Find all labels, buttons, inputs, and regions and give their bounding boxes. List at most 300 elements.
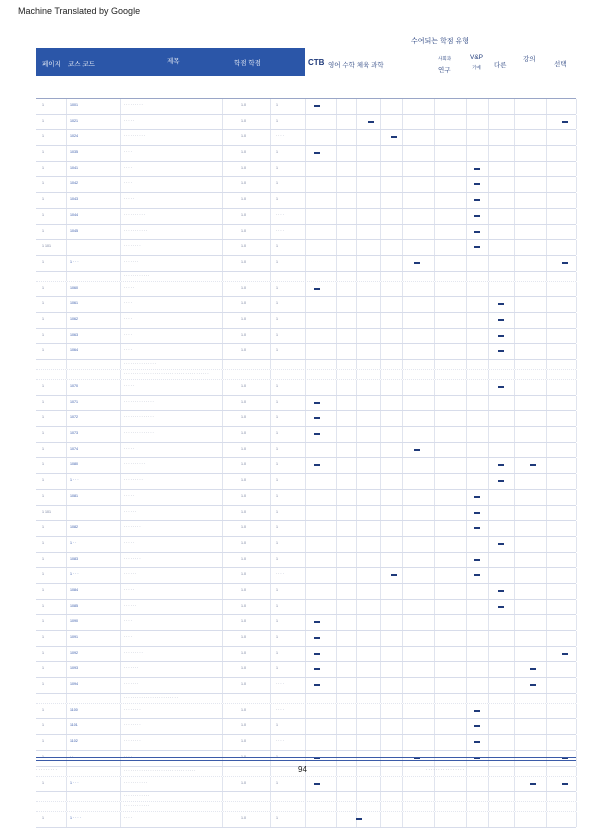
row-credit: 1.0 (241, 780, 246, 785)
column-divider (466, 411, 467, 426)
column-divider (305, 193, 306, 208)
column-divider (466, 193, 467, 208)
column-divider (222, 344, 223, 359)
column-divider (336, 537, 337, 552)
column-divider (120, 282, 121, 297)
column-divider (434, 490, 435, 505)
table-row (36, 678, 576, 694)
table-row (36, 130, 576, 146)
column-divider (466, 146, 467, 161)
column-divider (222, 537, 223, 552)
column-divider (466, 647, 467, 662)
column-divider (66, 297, 67, 312)
column-divider (546, 553, 547, 568)
column-divider (380, 272, 381, 281)
row-credit-count: 1 (276, 332, 278, 337)
column-divider (222, 662, 223, 677)
column-divider (546, 458, 547, 473)
column-divider (270, 812, 271, 827)
column-divider (576, 115, 577, 130)
header-title: 제목 (167, 58, 180, 65)
column-divider (380, 115, 381, 130)
row-credit-count: 1 (276, 723, 278, 728)
table-row (36, 162, 576, 178)
column-divider (222, 370, 223, 379)
column-divider (380, 506, 381, 521)
column-divider (380, 370, 381, 379)
credit-check-mark (314, 417, 320, 419)
column-divider (402, 568, 403, 583)
table-header (36, 48, 576, 99)
column-divider (576, 443, 577, 458)
credit-check-mark (314, 105, 320, 107)
column-divider (336, 458, 337, 473)
column-divider (120, 193, 121, 208)
credit-check-mark (498, 590, 504, 592)
column-divider (546, 678, 547, 693)
row-credit: 1.0 (241, 540, 246, 545)
header-vp-top: V&P (470, 54, 484, 61)
column-divider (546, 297, 547, 312)
column-divider (380, 282, 381, 297)
column-divider (270, 256, 271, 271)
column-divider (466, 704, 467, 719)
column-divider (546, 704, 547, 719)
row-credit: 1.0 (241, 228, 246, 233)
column-divider (305, 282, 306, 297)
column-divider (356, 704, 357, 719)
column-divider (380, 130, 381, 145)
row-title: · · · · · · · · (124, 739, 141, 744)
column-divider (488, 282, 489, 297)
column-divider (380, 490, 381, 505)
column-divider (466, 380, 467, 395)
column-divider (270, 647, 271, 662)
column-divider (66, 313, 67, 328)
row-credit: 1.0 (241, 103, 246, 107)
row-page: 1 101 (42, 509, 51, 514)
column-divider (270, 225, 271, 240)
column-divider (66, 380, 67, 395)
column-divider (466, 396, 467, 411)
column-divider (434, 537, 435, 552)
column-divider (380, 719, 381, 734)
column-divider (222, 568, 223, 583)
column-divider (380, 615, 381, 630)
column-divider (546, 193, 547, 208)
row-credit-count: 1 (276, 816, 278, 821)
column-divider (120, 115, 121, 130)
column-divider (305, 162, 306, 177)
table-row (36, 704, 576, 720)
column-divider (356, 209, 357, 224)
column-divider (514, 115, 515, 130)
column-divider (356, 256, 357, 271)
column-divider (576, 370, 577, 379)
column-divider (514, 506, 515, 521)
column-divider (434, 297, 435, 312)
column-divider (576, 458, 577, 473)
row-page: 1 (42, 415, 44, 420)
column-divider (336, 360, 337, 369)
row-title: · · · · (124, 316, 132, 321)
column-divider (66, 802, 67, 811)
column-divider (305, 427, 306, 442)
column-divider (270, 329, 271, 344)
column-divider (356, 240, 357, 255)
row-course-code: 1 · · · (70, 572, 79, 577)
row-course-code: 1085 (70, 603, 78, 608)
column-divider (120, 272, 121, 281)
column-divider (270, 521, 271, 536)
column-divider (466, 313, 467, 328)
column-divider (380, 313, 381, 328)
row-course-code: 1100 (70, 707, 78, 712)
row-title: · · · · · · (124, 572, 137, 577)
credit-check-mark (391, 574, 397, 576)
column-divider (336, 443, 337, 458)
column-divider (514, 647, 515, 662)
column-divider (434, 584, 435, 599)
table-row (36, 631, 576, 647)
column-divider (402, 370, 403, 379)
column-divider (514, 704, 515, 719)
column-divider (380, 600, 381, 615)
column-divider (466, 584, 467, 599)
column-divider (356, 225, 357, 240)
table-row (36, 297, 576, 313)
credit-check-mark (474, 559, 480, 561)
row-course-code: 1080 (70, 462, 78, 467)
column-divider (434, 427, 435, 442)
column-divider (336, 568, 337, 583)
row-credit: 1.0 (241, 707, 246, 712)
row-title: · · · · · · · · · (124, 650, 143, 655)
column-divider (402, 631, 403, 646)
column-divider (222, 272, 223, 281)
column-divider (222, 256, 223, 271)
column-divider (270, 130, 271, 145)
header-elective: 선택 (554, 61, 567, 68)
column-divider (356, 600, 357, 615)
column-divider (488, 553, 489, 568)
column-divider (336, 474, 337, 489)
column-divider (336, 553, 337, 568)
column-divider (66, 225, 67, 240)
row-page: 1 (42, 212, 44, 217)
column-divider (222, 360, 223, 369)
column-divider (488, 458, 489, 473)
column-divider (120, 99, 121, 114)
row-credit: 1.0 (241, 723, 246, 728)
column-divider (380, 411, 381, 426)
column-divider (305, 694, 306, 703)
row-credit: 1.0 (241, 525, 246, 530)
column-divider (270, 99, 271, 114)
column-divider (576, 735, 577, 750)
column-divider (434, 313, 435, 328)
column-divider (576, 767, 577, 776)
row-credit-count: 1 (276, 181, 278, 186)
column-divider (66, 474, 67, 489)
table-body (36, 99, 576, 828)
row-page: 1 (42, 384, 44, 388)
row-credit: 1.0 (241, 259, 246, 264)
credit-check-mark (474, 246, 480, 248)
column-divider (222, 584, 223, 599)
column-divider (380, 360, 381, 369)
column-divider (356, 506, 357, 521)
row-course-code: 1043 (70, 197, 78, 202)
column-divider (120, 615, 121, 630)
row-credit: 1.0 (241, 446, 246, 451)
column-divider (488, 694, 489, 703)
column-divider (488, 411, 489, 426)
row-credit: 1.0 (241, 816, 246, 821)
row-page: 1 (42, 197, 44, 202)
row-course-code: 1035 (70, 150, 78, 155)
row-credit: 1.0 (241, 165, 246, 170)
credit-check-mark (562, 121, 568, 123)
row-course-code: 1101 (70, 723, 78, 728)
column-divider (488, 146, 489, 161)
row-title: · · · · · · · · (124, 244, 141, 249)
column-divider (488, 313, 489, 328)
row-course-code: 1 · · · (70, 780, 79, 785)
column-divider (356, 568, 357, 583)
column-divider (270, 146, 271, 161)
column-divider (120, 647, 121, 662)
column-divider (466, 678, 467, 693)
column-divider (380, 537, 381, 552)
column-divider (305, 411, 306, 426)
row-title: · · · · · · · · · · · · (124, 804, 150, 809)
column-divider (576, 751, 577, 766)
column-divider (270, 568, 271, 583)
row-page: 1 (42, 301, 44, 306)
column-divider (402, 678, 403, 693)
column-divider (356, 678, 357, 693)
column-divider (434, 735, 435, 750)
row-credit: 1.0 (241, 399, 246, 404)
column-divider (402, 130, 403, 145)
column-divider (380, 678, 381, 693)
column-divider (120, 162, 121, 177)
column-divider (222, 329, 223, 344)
column-divider (576, 297, 577, 312)
column-divider (270, 694, 271, 703)
column-divider (305, 329, 306, 344)
column-divider (66, 411, 67, 426)
row-credit-count: 1 (276, 619, 278, 624)
column-divider (336, 282, 337, 297)
column-divider (546, 146, 547, 161)
table-row (36, 615, 576, 631)
credit-check-mark (474, 231, 480, 233)
credit-type-group-label: 수여되는 학점 유형 (411, 38, 469, 45)
column-divider (66, 443, 67, 458)
row-credit: 1.0 (241, 181, 246, 186)
column-divider (466, 490, 467, 505)
column-divider (305, 99, 306, 114)
column-divider (488, 344, 489, 359)
row-page: 1 (42, 635, 44, 639)
column-divider (66, 735, 67, 750)
column-divider (356, 297, 357, 312)
header-course-code: 코스 코드 (68, 61, 95, 68)
column-divider (120, 490, 121, 505)
column-divider (466, 162, 467, 177)
column-divider (488, 240, 489, 255)
column-divider (66, 704, 67, 719)
column-divider (336, 396, 337, 411)
column-divider (434, 370, 435, 379)
header-subjects: 영어 수학 체육 과학 (328, 62, 384, 69)
column-divider (356, 99, 357, 114)
row-credit-count: · · · · (276, 707, 284, 712)
credit-check-mark (314, 621, 320, 623)
table-row (36, 506, 576, 522)
column-divider (514, 177, 515, 192)
column-divider (402, 812, 403, 827)
header-other: 다른 (494, 62, 507, 69)
row-credit-count: 1 (276, 244, 278, 249)
column-divider (576, 678, 577, 693)
column-divider (120, 225, 121, 240)
column-divider (466, 370, 467, 379)
column-divider (336, 297, 337, 312)
row-page: 1 (42, 540, 44, 545)
credit-check-mark (474, 574, 480, 576)
column-divider (270, 443, 271, 458)
credit-check-mark (314, 288, 320, 290)
column-divider (222, 735, 223, 750)
column-divider (270, 209, 271, 224)
column-divider (356, 427, 357, 442)
row-credit: 1.0 (241, 478, 246, 483)
column-divider (466, 600, 467, 615)
column-divider (222, 600, 223, 615)
column-divider (576, 146, 577, 161)
column-divider (434, 704, 435, 719)
column-divider (222, 146, 223, 161)
column-divider (514, 411, 515, 426)
column-divider (546, 313, 547, 328)
column-divider (356, 272, 357, 281)
column-divider (488, 521, 489, 536)
column-divider (402, 329, 403, 344)
column-divider (380, 329, 381, 344)
column-divider (66, 568, 67, 583)
column-divider (488, 225, 489, 240)
column-divider (270, 162, 271, 177)
row-page: 1 (42, 259, 44, 264)
credit-check-mark (391, 136, 397, 138)
column-divider (576, 240, 577, 255)
table-row (36, 272, 576, 282)
column-divider (466, 662, 467, 677)
row-page: 1 (42, 780, 44, 785)
column-divider (120, 360, 121, 369)
column-divider (270, 802, 271, 811)
column-divider (514, 553, 515, 568)
column-divider (576, 568, 577, 583)
row-credit-count: 1 (276, 462, 278, 467)
column-divider (402, 600, 403, 615)
table-row (36, 694, 576, 704)
page-number: 94 (298, 765, 307, 774)
column-divider (434, 553, 435, 568)
column-divider (514, 521, 515, 536)
column-divider (120, 553, 121, 568)
row-title: · · · · (124, 816, 132, 821)
column-divider (222, 427, 223, 442)
table-row (36, 209, 576, 225)
column-divider (546, 584, 547, 599)
column-divider (466, 506, 467, 521)
column-divider (336, 146, 337, 161)
column-divider (336, 411, 337, 426)
row-title: · · · · · · · · · · · · · · (124, 399, 154, 404)
column-divider (305, 678, 306, 693)
column-divider (305, 130, 306, 145)
column-divider (488, 735, 489, 750)
column-divider (434, 209, 435, 224)
column-divider (305, 647, 306, 662)
footer-right-text: · · · · · · · · · · · · · · · · (426, 767, 464, 772)
column-divider (120, 329, 121, 344)
column-divider (434, 474, 435, 489)
column-divider (380, 812, 381, 827)
column-divider (466, 521, 467, 536)
column-divider (336, 225, 337, 240)
column-divider (402, 694, 403, 703)
column-divider (120, 130, 121, 145)
row-page: 1 (42, 666, 44, 671)
column-divider (546, 474, 547, 489)
column-divider (434, 380, 435, 395)
column-divider (120, 146, 121, 161)
column-divider (514, 812, 515, 827)
row-credit-count: 1 (276, 509, 278, 514)
column-divider (380, 474, 381, 489)
column-divider (222, 704, 223, 719)
column-divider (66, 146, 67, 161)
column-divider (488, 370, 489, 379)
column-divider (120, 631, 121, 646)
column-divider (514, 458, 515, 473)
column-divider (514, 568, 515, 583)
column-divider (305, 443, 306, 458)
column-divider (66, 490, 67, 505)
column-divider (546, 600, 547, 615)
column-divider (488, 99, 489, 114)
column-divider (488, 584, 489, 599)
column-divider (514, 443, 515, 458)
credit-check-mark (314, 402, 320, 404)
column-divider (336, 678, 337, 693)
row-course-code: 1072 (70, 415, 78, 420)
column-divider (356, 177, 357, 192)
column-divider (546, 490, 547, 505)
column-divider (488, 162, 489, 177)
header-page: 페이지 (42, 61, 61, 68)
column-divider (336, 584, 337, 599)
row-course-code: 1021 (70, 118, 78, 123)
column-divider (356, 553, 357, 568)
row-title: · · · · · · · · · (124, 103, 143, 107)
row-page: 1 (42, 446, 44, 451)
